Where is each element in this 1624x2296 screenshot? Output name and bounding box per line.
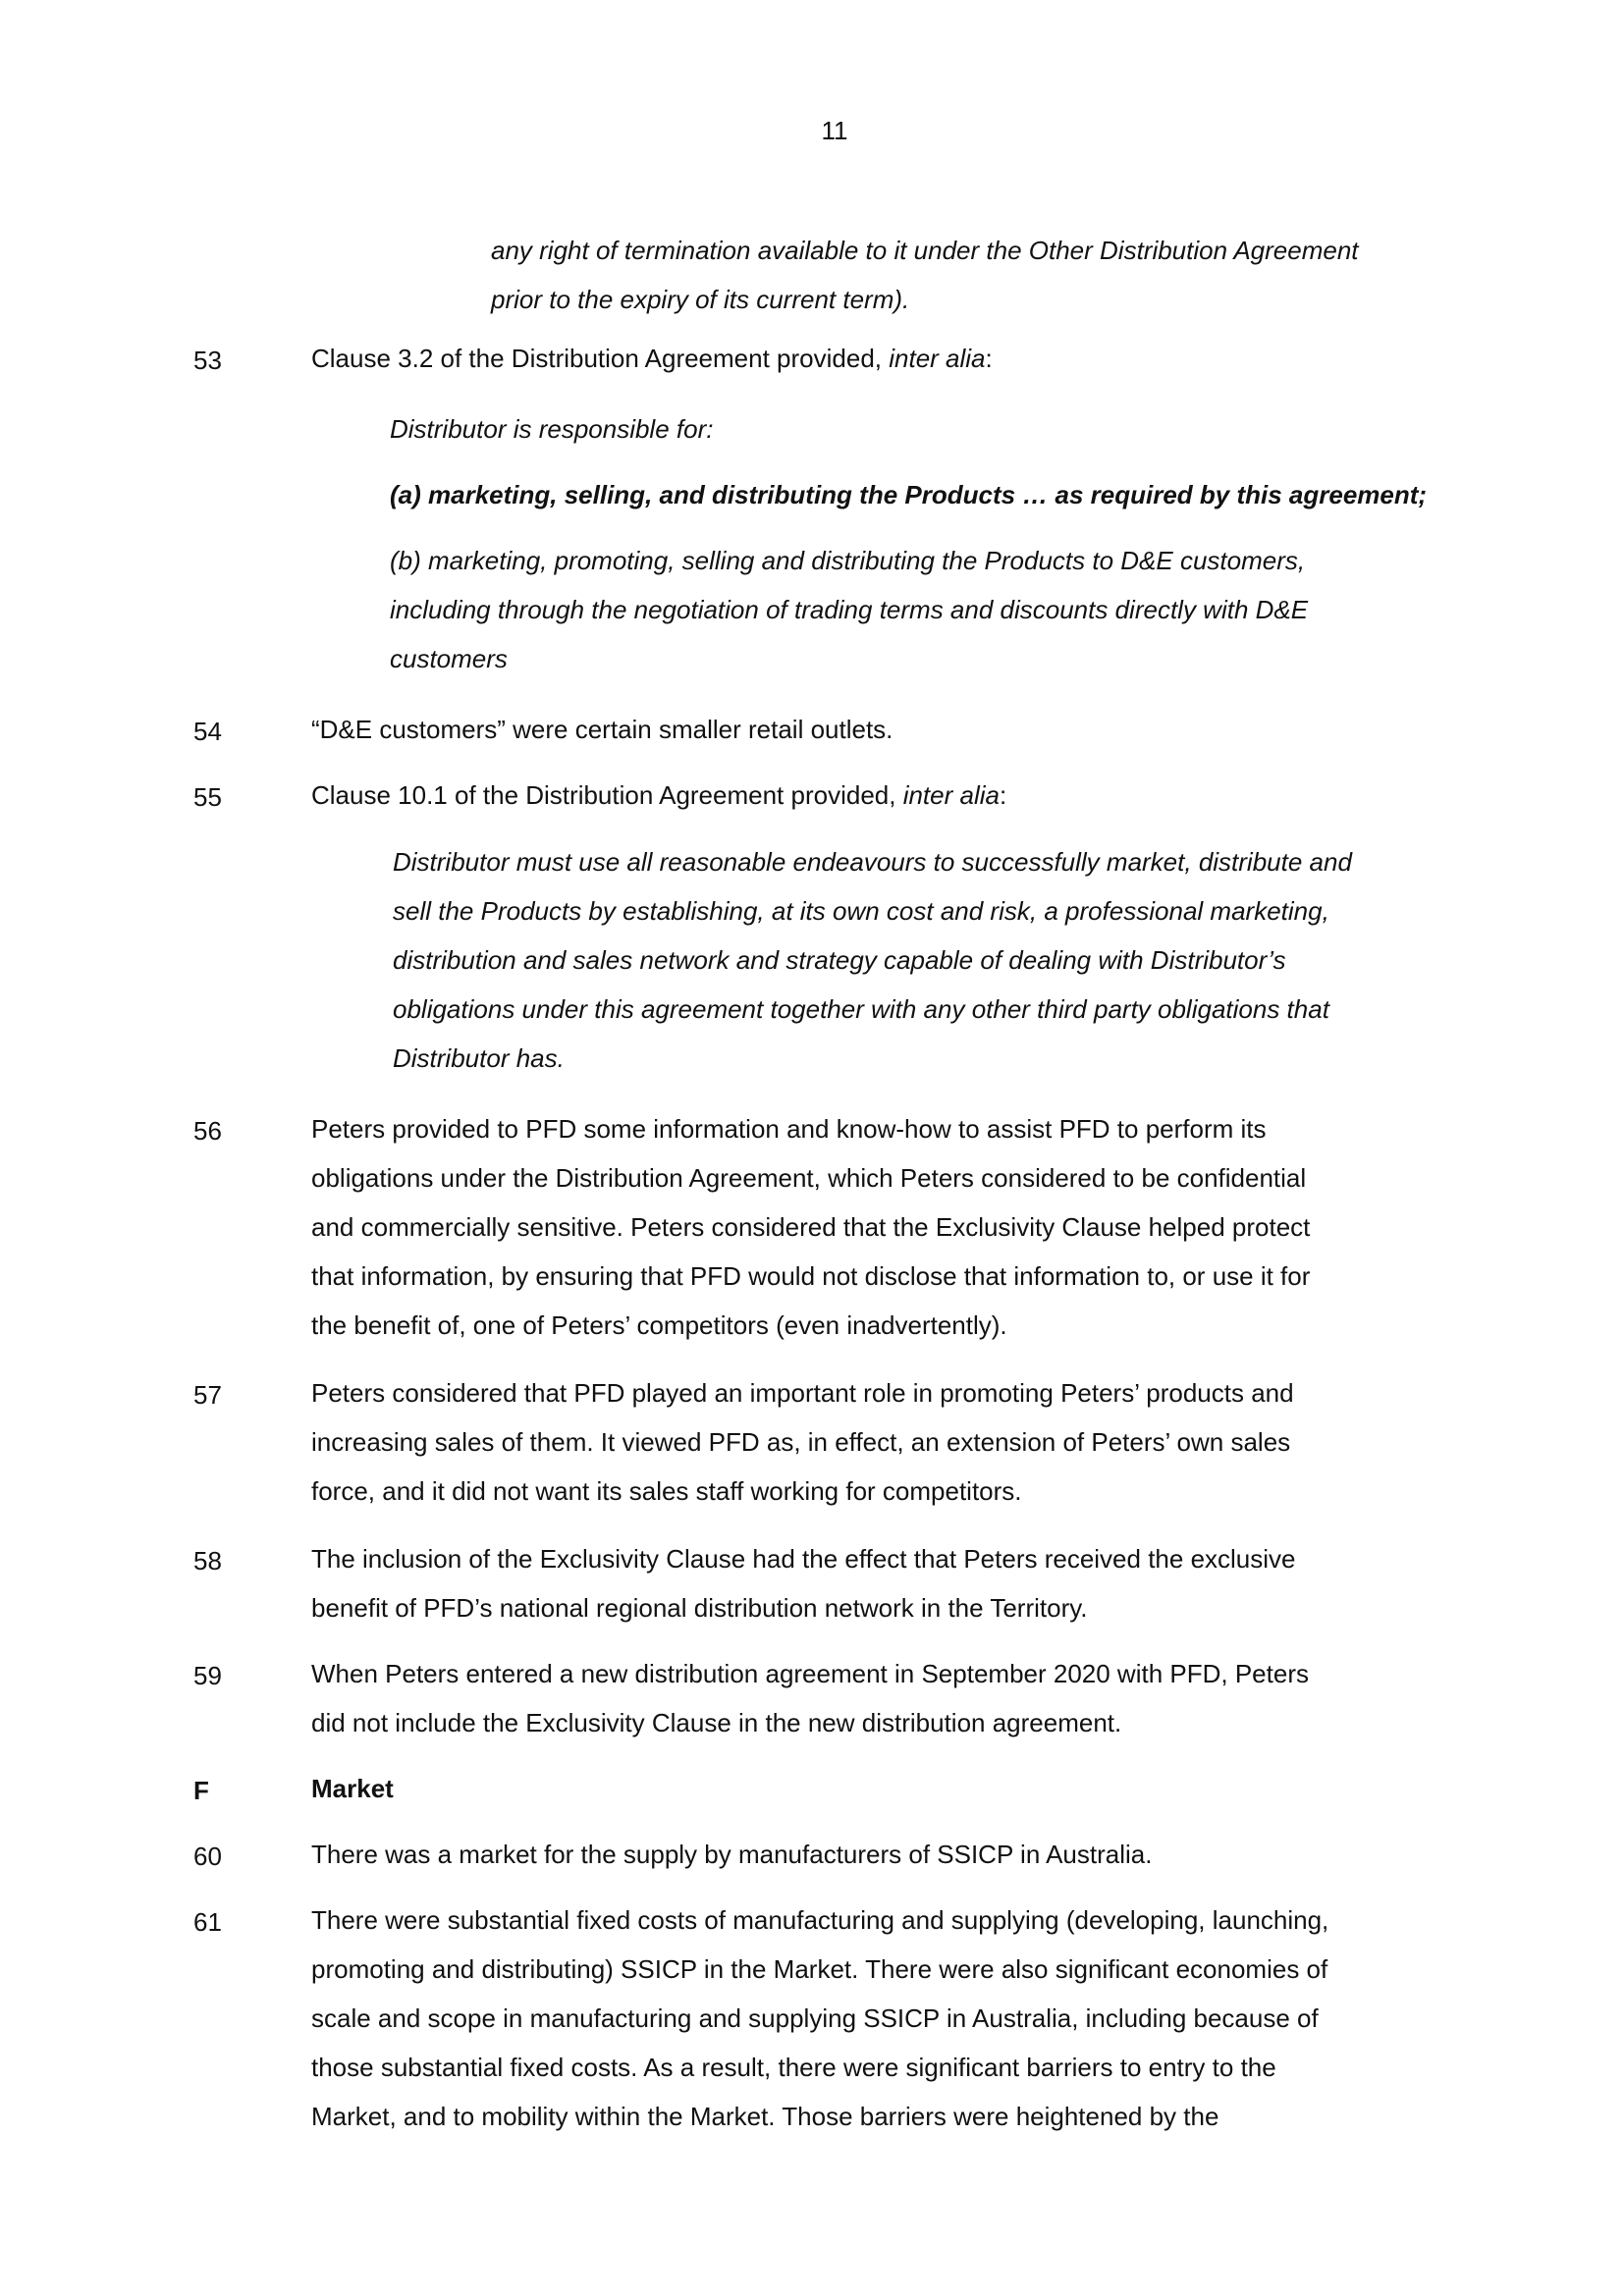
quote-line: prior to the expiry of its current term).	[491, 285, 910, 314]
paragraph-line: obligations under the Distribution Agreement, which Peters considered to be confidential	[311, 1163, 1307, 1193]
paragraph-number: 56	[193, 1116, 222, 1146]
punctuation: :	[999, 780, 1007, 810]
paragraph-line: increasing sales of them. It viewed PFD as, in effect, an extension of Peters’ own sales	[311, 1427, 1291, 1457]
quote-line: any right of termination available to it under the Other Distribution Agreement	[491, 236, 1359, 265]
quote-53	[390, 404, 1427, 683]
section-heading: Market	[311, 1774, 394, 1803]
quote-line: distribution and sales network and strategy capable of dealing with Distributor’s	[393, 945, 1286, 975]
paragraph-line: scale and scope in manufacturing and supplying SSICP in Australia, including because of	[311, 2003, 1319, 2033]
quote-line: obligations under this agreement together with any other third party obligations that	[393, 994, 1329, 1024]
paragraph-line: The inclusion of the Exclusivity Clause had the effect that Peters received the exclusive	[311, 1544, 1296, 1574]
paragraph-text: Clause 3.2 of the Distribution Agreement provided,	[311, 344, 890, 373]
page-number: 11	[821, 116, 848, 145]
paragraph-number: 61	[193, 1907, 222, 1937]
paragraph-text: Clause 10.1 of the Distribution Agreement provided,	[311, 780, 903, 810]
paragraph-line: Peters considered that PFD played an important role in promoting Peters’ products and	[311, 1378, 1294, 1408]
paragraph-53	[311, 334, 1489, 383]
paragraph-number: 55	[193, 782, 222, 812]
paragraph-line: that information, by ensuring that PFD would not disclose that information to, or use it for	[311, 1261, 1311, 1291]
quote-line: sell the Products by establishing, at its own cost and risk, a professional marketing,	[393, 896, 1329, 926]
paragraph-line: the benefit of, one of Peters’ competitors (even inadvertently).	[311, 1310, 1007, 1340]
paragraph-number: 59	[193, 1661, 222, 1690]
italic-phrase: inter alia	[889, 344, 986, 373]
continued-quote	[491, 226, 1359, 324]
paragraph-number: 60	[193, 1842, 222, 1871]
section-letter: F	[193, 1776, 209, 1805]
paragraph-number: 57	[193, 1380, 222, 1410]
paragraph-61	[311, 1896, 1489, 2141]
paragraph-56	[311, 1104, 1489, 1350]
paragraph-line: did not include the Exclusivity Clause in the new distribution agreement.	[311, 1708, 1122, 1737]
quote-line: Distributor is responsible for:	[390, 414, 714, 444]
paragraph-58	[311, 1534, 1489, 1632]
paragraph-number: 53	[193, 346, 222, 375]
paragraph-60: There was a market for the supply by manufacturers of SSICP in Australia.	[311, 1840, 1153, 1869]
quote-line-b: customers	[390, 644, 508, 673]
paragraph-line: promoting and distributing) SSICP in the Market. There were also significant economies of	[311, 1954, 1328, 1984]
quote-line-a: (a) marketing, selling, and distributing the Products … as required by this agreement;	[390, 480, 1428, 509]
italic-phrase: inter alia	[902, 780, 1000, 810]
paragraph-line: and commercially sensitive. Peters considered that the Exclusivity Clause helped protect	[311, 1212, 1311, 1242]
quote-line: Distributor must use all reasonable endeavours to successfully market, distribute and	[393, 847, 1352, 877]
quote-55	[393, 837, 1352, 1083]
paragraph-59	[311, 1649, 1489, 1747]
quote-line: Distributor has.	[393, 1043, 565, 1073]
paragraph-number: 54	[193, 717, 222, 746]
paragraph-line: those substantial fixed costs. As a result, there were significant barriers to entry to the	[311, 2053, 1276, 2082]
paragraph-line: force, and it did not want its sales staff working for competitors.	[311, 1476, 1022, 1506]
paragraph-line: When Peters entered a new distribution agreement in September 2020 with PFD, Peters	[311, 1659, 1309, 1688]
paragraph-54: “D&E customers” were certain smaller retail outlets.	[311, 715, 893, 744]
paragraph-line: Market, and to mobility within the Market. Those barriers were heightened by the	[311, 2102, 1219, 2131]
quote-line-b: (b) marketing, promoting, selling and distributing the Products to D&E customers,	[390, 546, 1306, 575]
quote-line-b: including through the negotiation of trading terms and discounts directly with D&E	[390, 595, 1309, 624]
paragraph-55	[311, 771, 1489, 820]
punctuation: :	[985, 344, 993, 373]
paragraph-line: benefit of PFD’s national regional distribution network in the Territory.	[311, 1593, 1088, 1623]
paragraph-line: Peters provided to PFD some information and know-how to assist PFD to perform its	[311, 1114, 1267, 1144]
paragraph-57	[311, 1368, 1489, 1516]
paragraph-number: 58	[193, 1546, 222, 1575]
paragraph-line: There were substantial fixed costs of manufacturing and supplying (developing, launching,	[311, 1905, 1329, 1935]
